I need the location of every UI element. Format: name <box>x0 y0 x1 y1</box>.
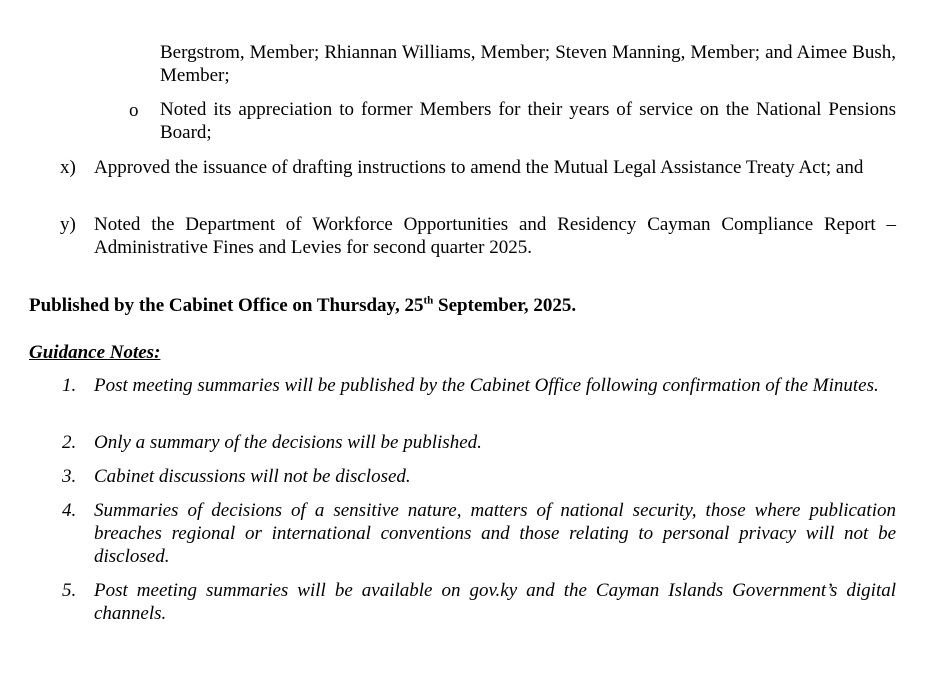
note-3-text: Cabinet discussions will not be disclosed. <box>94 466 411 487</box>
note-1-number: 1. <box>62 375 77 396</box>
member-list-continuation: Bergstrom, Member; Rhiannan Williams, Member; Steven Manning, Member; and Aimee Bush, Member; <box>160 42 896 86</box>
item-y-marker: y) <box>60 214 76 235</box>
published-statement <box>29 294 576 317</box>
item-x-text: Approved the issuance of drafting instructions to amend the Mutual Legal Assistance Treaty Act; and <box>94 157 864 178</box>
published-text-before: Published by the Cabinet Office on Thursday, 25 <box>29 295 424 316</box>
note-2-number: 2. <box>62 432 77 453</box>
item-y-text: Noted the Department of Workforce Opportunities and Residency Cayman Compliance Report – Administrative Fines and Levies for second quarter 2025. <box>94 214 896 258</box>
note-5-number: 5. <box>62 580 77 601</box>
item-x-marker: x) <box>60 157 76 178</box>
published-superscript: th <box>423 294 434 307</box>
note-5-text: Post meeting summaries will be available on gov.ky and the Cayman Islands Government’s digital channels. <box>94 580 896 624</box>
guidance-notes-heading: Guidance Notes: <box>29 342 161 363</box>
published-text-after: September, 2025. <box>433 295 577 316</box>
note-4-number: 4. <box>62 500 77 521</box>
note-3-number: 3. <box>62 466 77 487</box>
note-4-text: Summaries of decisions of a sensitive nature, matters of national security, those where publication breaches regional or international conventions and those relating to personal privacy will not be disclosed. <box>94 500 896 567</box>
note-1-text: Post meeting summaries will be published by the Cabinet Office following confirmation of the Minutes. <box>94 375 879 396</box>
bullet-marker: o <box>129 100 139 121</box>
note-2-text: Only a summary of the decisions will be published. <box>94 432 482 453</box>
bullet-appreciation-text: Noted its appreciation to former Members for their years of service on the National Pensions Board; <box>160 99 896 143</box>
